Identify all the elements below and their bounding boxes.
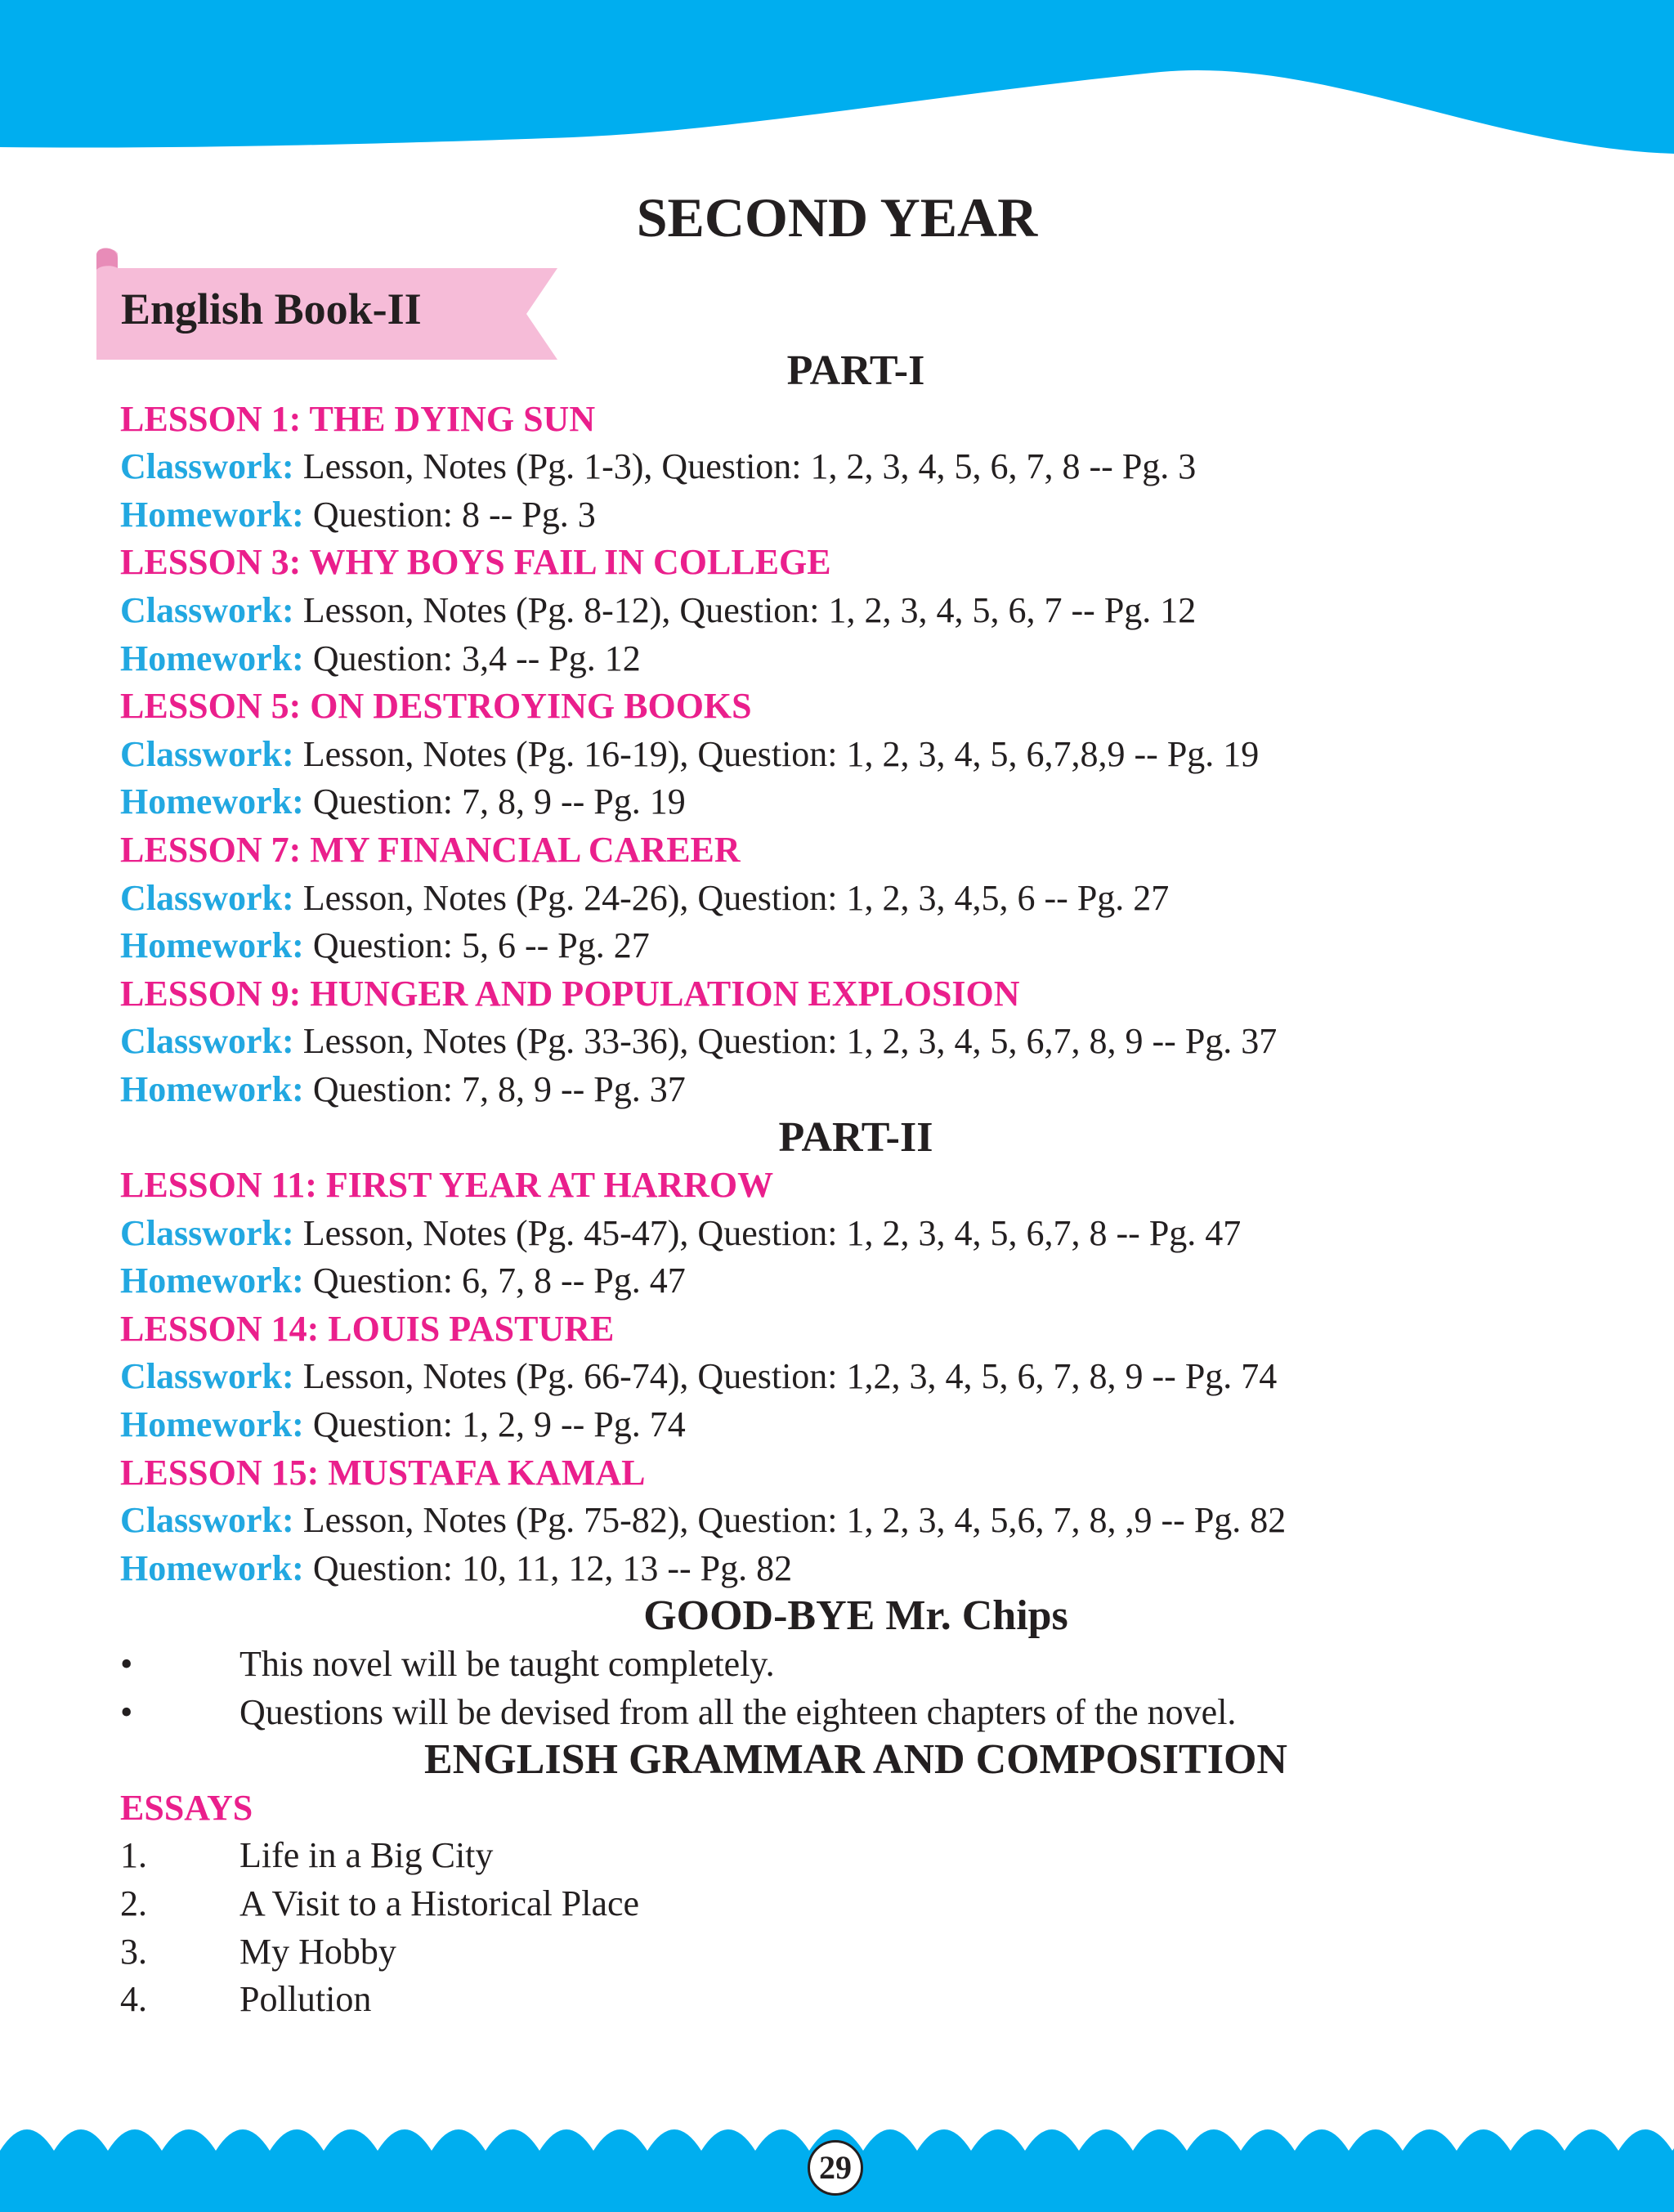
page-number: 29 xyxy=(808,2140,863,2196)
homework-line xyxy=(120,922,1591,970)
homework-text: Question: 5, 6 -- Pg. 27 xyxy=(303,925,650,966)
classwork-text: Lesson, Notes (Pg. 66-74), Question: 1,2, 3, 4, 5, 6, 7, 8, 9 -- Pg. 74 xyxy=(293,1356,1278,1397)
essay-number: 4. xyxy=(120,1979,147,2020)
homework-label: Homework: xyxy=(120,925,304,966)
lesson-title: LESSON 14: LOUIS PASTURE xyxy=(120,1308,615,1349)
bullet-marker: • xyxy=(120,1644,133,1685)
lesson-title: LESSON 7: MY FINANCIAL CAREER xyxy=(120,829,741,870)
lesson-title: LESSON 15: MUSTAFA KAMAL xyxy=(120,1452,646,1493)
homework-label: Homework: xyxy=(120,1068,304,1109)
grammar-heading: ENGLISH GRAMMAR AND COMPOSITION xyxy=(424,1736,1287,1784)
classwork-label: Classwork: xyxy=(120,1356,294,1397)
homework-text: Question: 7, 8, 9 -- Pg. 19 xyxy=(303,781,686,822)
essay-item xyxy=(120,1880,1591,1928)
classwork-line xyxy=(120,443,1591,491)
homework-line xyxy=(120,778,1591,826)
bullet-text: Questions will be devised from all the eighteen chapters of the novel. xyxy=(239,1691,1237,1732)
homework-text: Question: 8 -- Pg. 3 xyxy=(303,494,596,535)
homework-label: Homework: xyxy=(120,1547,304,1588)
essay-number: 1. xyxy=(120,1835,147,1876)
lesson-title: LESSON 9: HUNGER AND POPULATION EXPLOSION xyxy=(120,973,1020,1014)
essay-text: Life in a Big City xyxy=(239,1835,494,1876)
lesson-block xyxy=(120,1449,1591,1593)
classwork-label: Classwork: xyxy=(120,1500,294,1541)
classwork-line xyxy=(120,731,1591,779)
bullet-text: This novel will be taught completely. xyxy=(239,1644,775,1685)
classwork-text: Lesson, Notes (Pg. 75-82), Question: 1, 2, 3, 4, 5,6, 7, 8, ,9 -- Pg. 82 xyxy=(293,1500,1287,1541)
lesson-title: LESSON 3: WHY BOYS FAIL IN COLLEGE xyxy=(120,542,831,583)
classwork-text: Lesson, Notes (Pg. 16-19), Question: 1, 2, 3, 4, 5, 6,7,8,9 -- Pg. 19 xyxy=(293,733,1260,774)
essay-number: 3. xyxy=(120,1931,147,1972)
novel-bullet-item xyxy=(120,1689,1591,1737)
classwork-line xyxy=(120,1353,1591,1401)
lesson-block xyxy=(120,826,1591,970)
essay-text: My Hobby xyxy=(239,1931,396,1972)
classwork-line xyxy=(120,1497,1591,1545)
classwork-line xyxy=(120,587,1591,635)
classwork-label: Classwork: xyxy=(120,446,294,487)
lesson-title: LESSON 1: THE DYING SUN xyxy=(120,398,596,439)
homework-text: Question: 6, 7, 8 -- Pg. 47 xyxy=(303,1260,686,1301)
homework-text: Question: 1, 2, 9 -- Pg. 74 xyxy=(303,1404,686,1445)
lesson-title: LESSON 5: ON DESTROYING BOOKS xyxy=(120,686,752,727)
homework-line xyxy=(120,491,1591,540)
classwork-label: Classwork: xyxy=(120,1021,294,1062)
classwork-line xyxy=(120,1210,1591,1258)
novel-heading: GOOD-BYE Mr. Chips xyxy=(643,1592,1068,1640)
page-title: SECOND YEAR xyxy=(636,186,1038,249)
essay-item xyxy=(120,1976,1591,2024)
homework-text: Question: 3,4 -- Pg. 12 xyxy=(303,638,641,678)
lesson-block xyxy=(120,970,1591,1114)
homework-label: Homework: xyxy=(120,494,304,535)
homework-line xyxy=(120,1545,1591,1593)
essay-number: 2. xyxy=(120,1883,147,1923)
homework-line xyxy=(120,635,1591,683)
lesson-title: LESSON 11: FIRST YEAR AT HARROW xyxy=(120,1165,774,1206)
essay-item xyxy=(120,1928,1591,1977)
classwork-text: Lesson, Notes (Pg. 33-36), Question: 1, 2, 3, 4, 5, 6,7, 8, 9 -- Pg. 37 xyxy=(293,1021,1278,1062)
classwork-text: Lesson, Notes (Pg. 45-47), Question: 1, 2, 3, 4, 5, 6,7, 8 -- Pg. 47 xyxy=(293,1212,1242,1253)
essay-text: A Visit to a Historical Place xyxy=(239,1883,640,1923)
classwork-text: Lesson, Notes (Pg. 8-12), Question: 1, 2, 3, 4, 5, 6, 7 -- Pg. 12 xyxy=(293,589,1197,630)
essays-heading: ESSAYS xyxy=(120,1787,253,1828)
homework-text: Question: 7, 8, 9 -- Pg. 37 xyxy=(303,1068,686,1109)
homework-label: Homework: xyxy=(120,638,304,678)
homework-text: Question: 10, 11, 12, 13 -- Pg. 82 xyxy=(303,1547,793,1588)
ribbon-label: English Book-II xyxy=(121,284,422,334)
homework-label: Homework: xyxy=(120,1260,304,1301)
homework-label: Homework: xyxy=(120,781,304,822)
classwork-label: Classwork: xyxy=(120,1212,294,1253)
lesson-block xyxy=(120,539,1591,683)
classwork-label: Classwork: xyxy=(120,733,294,774)
classwork-label: Classwork: xyxy=(120,589,294,630)
classwork-text: Lesson, Notes (Pg. 1-3), Question: 1, 2, 3, 4, 5, 6, 7, 8 -- Pg. 3 xyxy=(293,446,1197,487)
classwork-text: Lesson, Notes (Pg. 24-26), Question: 1, 2, 3, 4,5, 6 -- Pg. 27 xyxy=(293,877,1170,918)
homework-line xyxy=(120,1401,1591,1449)
essay-item xyxy=(120,1832,1591,1880)
lesson-block xyxy=(120,396,1591,540)
part-heading: PART-II xyxy=(778,1113,933,1161)
lesson-block xyxy=(120,1162,1591,1305)
part-heading: PART-I xyxy=(786,347,925,394)
homework-line xyxy=(120,1066,1591,1114)
syllabus-content xyxy=(120,347,1591,2024)
homework-label: Homework: xyxy=(120,1404,304,1445)
classwork-line xyxy=(120,875,1591,923)
essay-text: Pollution xyxy=(239,1979,372,2020)
bullet-marker: • xyxy=(120,1691,133,1732)
homework-line xyxy=(120,1257,1591,1305)
classwork-label: Classwork: xyxy=(120,877,294,918)
classwork-line xyxy=(120,1018,1591,1066)
lesson-block xyxy=(120,1305,1591,1449)
lesson-block xyxy=(120,683,1591,826)
novel-bullet-item xyxy=(120,1641,1591,1689)
top-wave-band xyxy=(0,0,1674,163)
